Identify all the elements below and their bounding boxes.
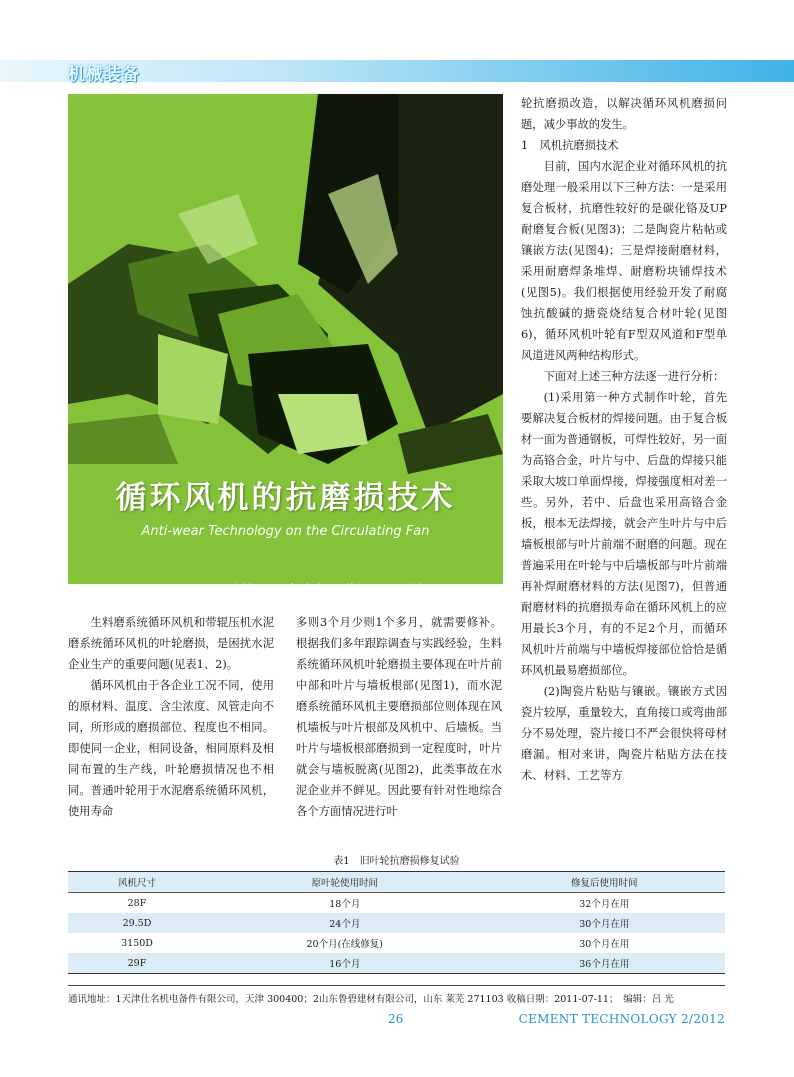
table-header-row <box>68 872 725 893</box>
table-cell: 29F <box>68 953 206 974</box>
table-cell: 30个月在用 <box>484 913 725 933</box>
paragraph: 多则3个月少则1个多月，就需要修补。根据我们多年跟踪调查与实践经验，生料系统循环风机叶轮磨损主要体现在叶片前中部和叶片与墙板根部(见图1)，而水泥磨系统循环风机主要磨损部位则体现在风机墙板与叶片根部及风机中、后墙板。当叶片与墙板根部磨损到一定程度时，叶片就会与墙板脱离(见图2)，此类事故在水泥企业并不鲜见。因此要有针对性地综合各个方面情况进行叶 <box>296 616 502 818</box>
table-row <box>68 953 725 974</box>
paragraph: 循环风机由于各企业工况不同，使用的原材料、温度、含尘浓度、风管走向不同，所形成的磨损部位、程度也不相同。即使同一企业，相同设备，相同原料及相同布置的生产线，叶轮磨损情况也不相同。普通叶轮用于水泥磨系统循环风机，使用寿命 <box>68 679 274 818</box>
table-cell: 30个月在用 <box>484 933 725 953</box>
table-cell: 32个月在用 <box>484 893 725 914</box>
paragraph: (2)陶瓷片粘贴与镶嵌。镶嵌方式因瓷片较厚，重量较大，直角接口或弯曲部分不易处理，瓷片接口不严会很快将母材磨漏。相对来讲，陶瓷片粘贴方法在技术、材料、工艺等方 <box>521 685 727 782</box>
repair-test-table <box>68 852 725 974</box>
left-column <box>68 612 274 822</box>
page-number: 26 <box>388 1012 404 1026</box>
paragraph: 轮抗磨损改造，以解决循环风机磨损问题，减少事故的发生。 <box>521 97 727 131</box>
column-header: 原叶轮使用时间 <box>206 872 484 893</box>
table-row <box>68 913 725 933</box>
table-cell: 3150D <box>68 933 206 953</box>
authors: 刘长雨¹，胡彦方¹，戴景明¹，亓胜玉² <box>233 582 441 597</box>
table-cell: 18个月 <box>206 893 484 914</box>
paragraph: 生料磨系统循环风机和带辊压机水泥磨系统循环风机的叶轮磨损，是困扰水泥企业生产的重要问题(见表1、2)。 <box>68 616 274 671</box>
footer-divider <box>68 985 725 986</box>
table-cell: 28F <box>68 893 206 914</box>
section-heading: 1 风机抗磨损技术 <box>521 139 619 152</box>
right-column <box>521 93 727 786</box>
column-header: 修复后使用时间 <box>484 872 725 893</box>
classification-number: 中图分类号：TQ172.632.9 文献标识码：B <box>217 606 441 619</box>
article-number: 文章编号：1001-6171(2012)02-0026-03 <box>226 626 441 639</box>
column-header: 风机尺寸 <box>68 872 206 893</box>
table-caption: 表1 旧叶轮抗磨损修复试验 <box>333 856 460 867</box>
paragraph: (1)采用第一种方式制作叶轮，首先要解决复合板材的焊接问题。由于复合板材一面为普通钢板，可焊性较好，另一面为高铬合金，叶片与中、后盘的焊接只能采取大坡口单面焊接，焊接强度相对差一些。另外，若中、后盘也采用高铬合金板，根本无法焊接，就会产生叶片与中后墙板根部与叶片前端不耐磨的问题。现在普遍采用在叶轮与中后墙板部与叶片前端再补焊耐磨材料的方法(见图7)，但普通耐磨材料的抗磨损寿命在循环风机上的应用最长3个月，有的不足2个月，而循环风机叶片前端与中墙板焊接部位恰恰是循环风机最易磨损部位。 <box>521 391 727 677</box>
article-title: 循环风机的抗磨损技术 <box>115 480 456 516</box>
table-cell: 16个月 <box>206 953 484 974</box>
table-cell: 29.5D <box>68 913 206 933</box>
table-row <box>68 933 725 953</box>
section-label: 机械装备 <box>68 65 140 85</box>
paragraph: 下面对上述三种方法逐一进行分析： <box>543 370 725 383</box>
table-cell: 20个月(在线修复) <box>206 933 484 953</box>
data-table <box>68 871 725 974</box>
journal-name: CEMENT TECHNOLOGY 2/2012 <box>518 1012 725 1026</box>
article-subtitle: Anti-wear Technology on the Circulating Fan <box>141 524 430 539</box>
table-row <box>68 893 725 914</box>
cover-image <box>68 94 503 639</box>
paragraph: 目前，国内水泥企业对循环风机的抗磨处理一般采用以下三种方法：一是采用复合板材，抗磨性较好的是碳化铬及UP耐磨复合板(见图3)；二是陶瓷片粘帖或镶嵌方法(见图4)；三是焊接耐磨材料，采用耐磨焊条堆焊、耐磨粉块铺焊技术(见图5)。我们根据使用经验开发了耐腐蚀抗酸碱的搪瓷烧结复合材叶轮(见图6)，循环风机叶轮有F型双风道和F型单风道进风两种结构形式。 <box>521 160 727 362</box>
table-cell: 36个月在用 <box>484 953 725 974</box>
footnote: 通讯地址：1天津仕名机电备件有限公司，天津 300400；2山东鲁碧建材有限公司，山东 莱芜 271103 收稿日期：2011-07-11； 编辑：吕 光 <box>68 994 674 1005</box>
table-cell: 24个月 <box>206 913 484 933</box>
middle-column <box>296 612 502 822</box>
